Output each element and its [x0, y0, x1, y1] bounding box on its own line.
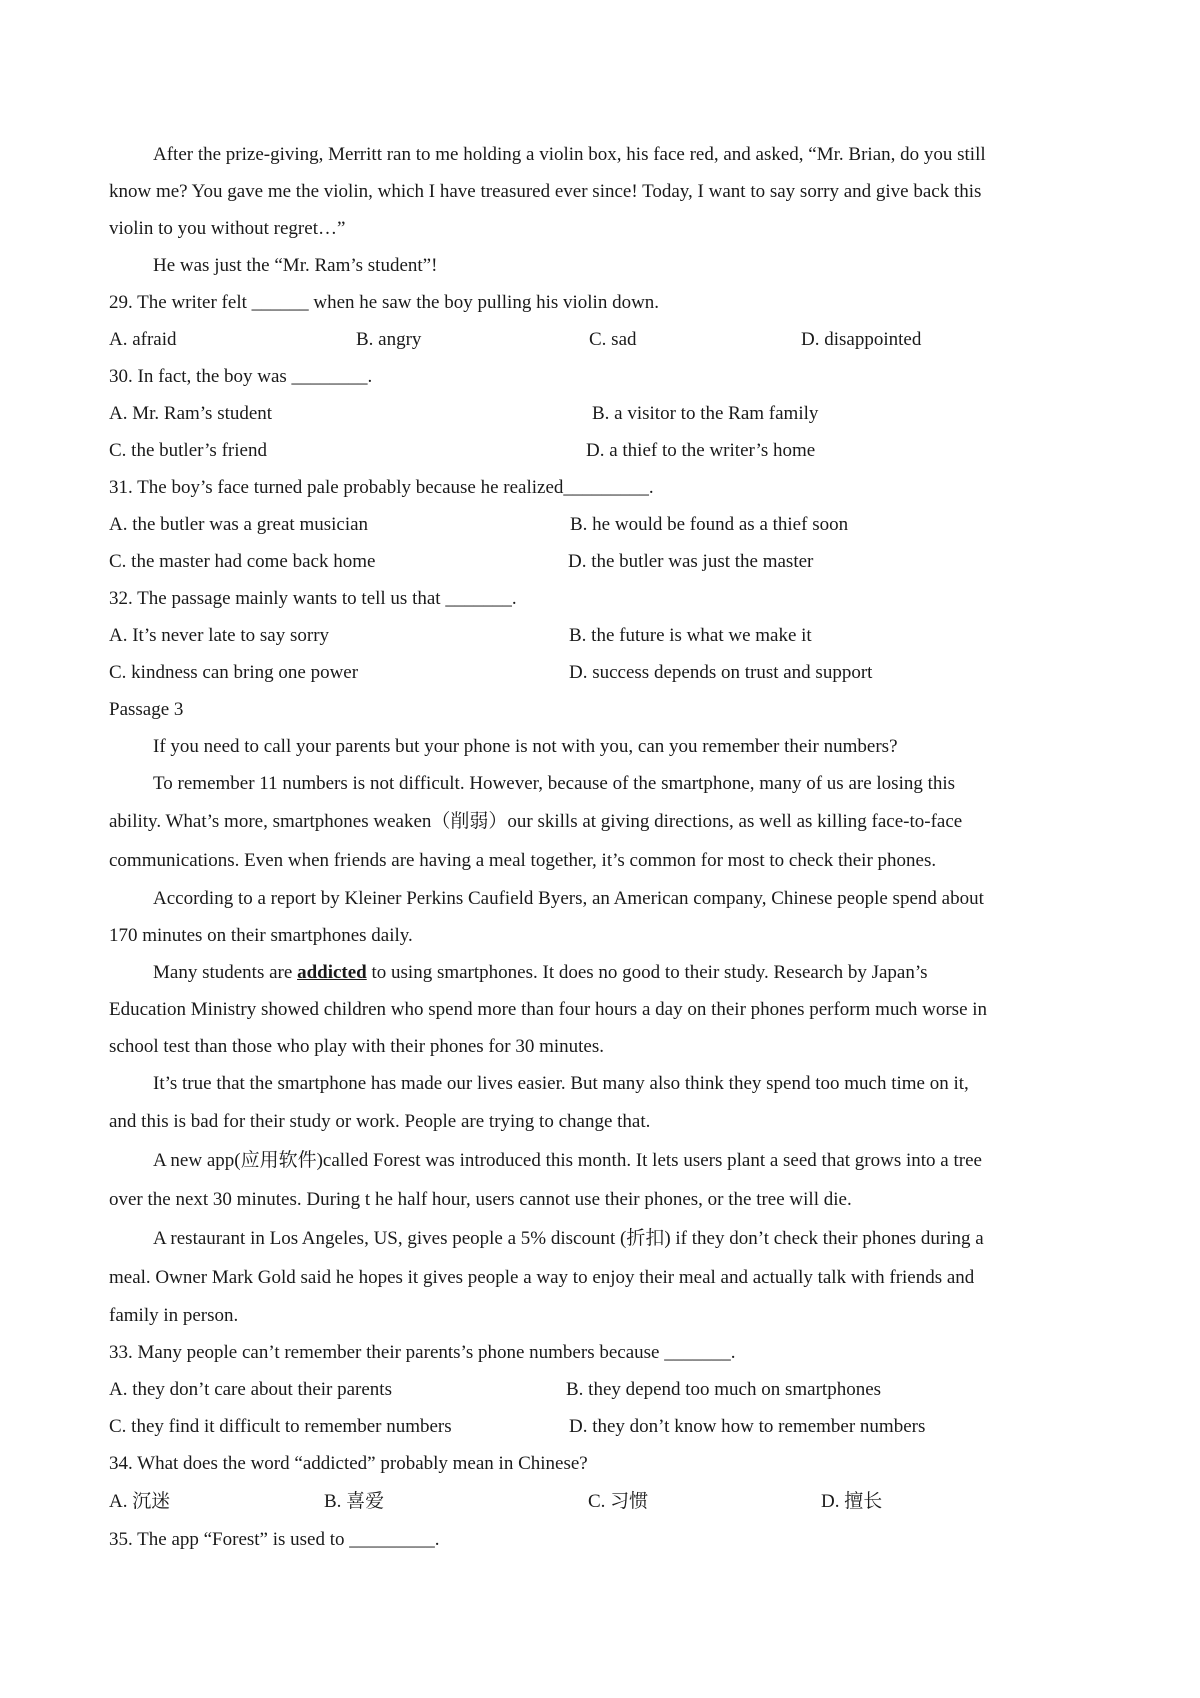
exam-page [109, 136, 1109, 1558]
option-c: C. sad [589, 329, 637, 350]
option-d: D. the butler was just the master [568, 551, 814, 572]
question-31-stem: 31. The boy’s face turned pale probably because he realized_________. [109, 477, 654, 498]
option-d: D. 擅长 [821, 1491, 883, 1512]
question-31-options-row1 [109, 506, 1109, 543]
question-33-stem: 33. Many people can’t remember their parents’s phone numbers because _______. [109, 1342, 736, 1363]
passage-line: school test than those who play with their phones for 30 minutes. [109, 1036, 604, 1057]
option-a: A. afraid [109, 329, 177, 350]
passage-line: If you need to call your parents but your phone is not with you, can you remember their numbers? [153, 736, 898, 757]
option-b: B. 喜爱 [324, 1491, 385, 1512]
passage-line: Education Ministry showed children who spend more than four hours a day on their phones perform much worse in [109, 999, 988, 1020]
option-b: B. the future is what we make it [569, 625, 812, 646]
question-31-options-row2 [109, 543, 1109, 580]
option-a: A. the butler was a great musician [109, 514, 369, 535]
question-30-options-row2 [109, 432, 1109, 469]
passage-heading: Passage 3 [109, 699, 184, 720]
question-32-options-row2 [109, 654, 1109, 691]
option-d: D. disappointed [801, 329, 922, 350]
question-29-options [109, 321, 1109, 358]
question-32-stem: 32. The passage mainly wants to tell us that _______. [109, 588, 517, 609]
question-33-options-row2 [109, 1408, 1109, 1445]
passage-line: It’s true that the smartphone has made our lives easier. But many also think they spend too much time on it, [153, 1073, 969, 1094]
option-d: D. success depends on trust and support [569, 662, 873, 683]
passage-line: family in person. [109, 1305, 239, 1326]
passage-line: He was just the “Mr. Ram’s student”! [153, 255, 438, 276]
option-c: C. the master had come back home [109, 551, 376, 572]
question-33-options-row1 [109, 1371, 1109, 1408]
option-d: D. a thief to the writer’s home [586, 440, 816, 461]
passage-line: know me? You gave me the violin, which I have treasured ever since! Today, I want to say sorry and give back this [109, 181, 982, 202]
passage-line: According to a report by Kleiner Perkins Caufield Byers, an American company, Chinese people spend about [153, 888, 984, 909]
question-32-options-row1 [109, 617, 1109, 654]
option-b: B. he would be found as a thief soon [570, 514, 849, 535]
question-30-options-row1 [109, 395, 1109, 432]
underlined-word-addicted: addicted [297, 962, 367, 983]
option-d: D. they don’t know how to remember numbers [569, 1416, 926, 1437]
option-a: A. 沉迷 [109, 1491, 171, 1512]
passage-line: communications. Even when friends are having a meal together, it’s common for most to check their phones. [109, 850, 937, 871]
option-a: A. they don’t care about their parents [109, 1379, 392, 1400]
question-29-stem: 29. The writer felt ______ when he saw the boy pulling his violin down. [109, 292, 660, 313]
question-34-options [109, 1482, 1109, 1521]
passage-line: ability. What’s more, smartphones weaken（削弱）our skills at giving directions, as well as killing face-to-face [109, 811, 963, 832]
passage-line: over the next 30 minutes. During t he half hour, users cannot use their phones, or the tree will die. [109, 1189, 852, 1210]
passage-line: A restaurant in Los Angeles, US, gives people a 5% discount (折扣) if they don’t check their phones during a [153, 1228, 984, 1249]
option-c: C. they find it difficult to remember numbers [109, 1416, 452, 1437]
passage-line: 170 minutes on their smartphones daily. [109, 925, 413, 946]
option-c: C. 习惯 [588, 1491, 649, 1512]
passage-line: To remember 11 numbers is not difficult. However, because of the smartphone, many of us are losing this [153, 773, 956, 794]
option-c: C. kindness can bring one power [109, 662, 359, 683]
option-b: B. angry [356, 329, 422, 350]
passage-text: Many students are [153, 962, 298, 983]
option-c: C. the butler’s friend [109, 440, 267, 461]
passage-line: and this is bad for their study or work. People are trying to change that. [109, 1111, 651, 1132]
passage-text: to using smartphones. It does no good to their study. Research by Japan’s [366, 962, 928, 983]
option-a: A. It’s never late to say sorry [109, 625, 330, 646]
passage-line: violin to you without regret…” [109, 218, 346, 239]
passage-line: A new app(应用软件)called Forest was introduced this month. It lets users plant a seed that grows into a tree [153, 1150, 982, 1171]
question-30-stem: 30. In fact, the boy was ________. [109, 366, 373, 387]
passage-line: After the prize-giving, Merritt ran to me holding a violin box, his face red, and asked, “Mr. Brian, do you still [153, 144, 986, 165]
question-35-stem: 35. The app “Forest” is used to _________. [109, 1529, 440, 1550]
option-b: B. they depend too much on smartphones [566, 1379, 882, 1400]
passage-line [109, 954, 1109, 991]
question-34-stem: 34. What does the word “addicted” probably mean in Chinese? [109, 1453, 588, 1474]
option-a: A. Mr. Ram’s student [109, 403, 273, 424]
passage-line: meal. Owner Mark Gold said he hopes it gives people a way to enjoy their meal and actually talk with friends and [109, 1267, 975, 1288]
option-b: B. a visitor to the Ram family [592, 403, 819, 424]
